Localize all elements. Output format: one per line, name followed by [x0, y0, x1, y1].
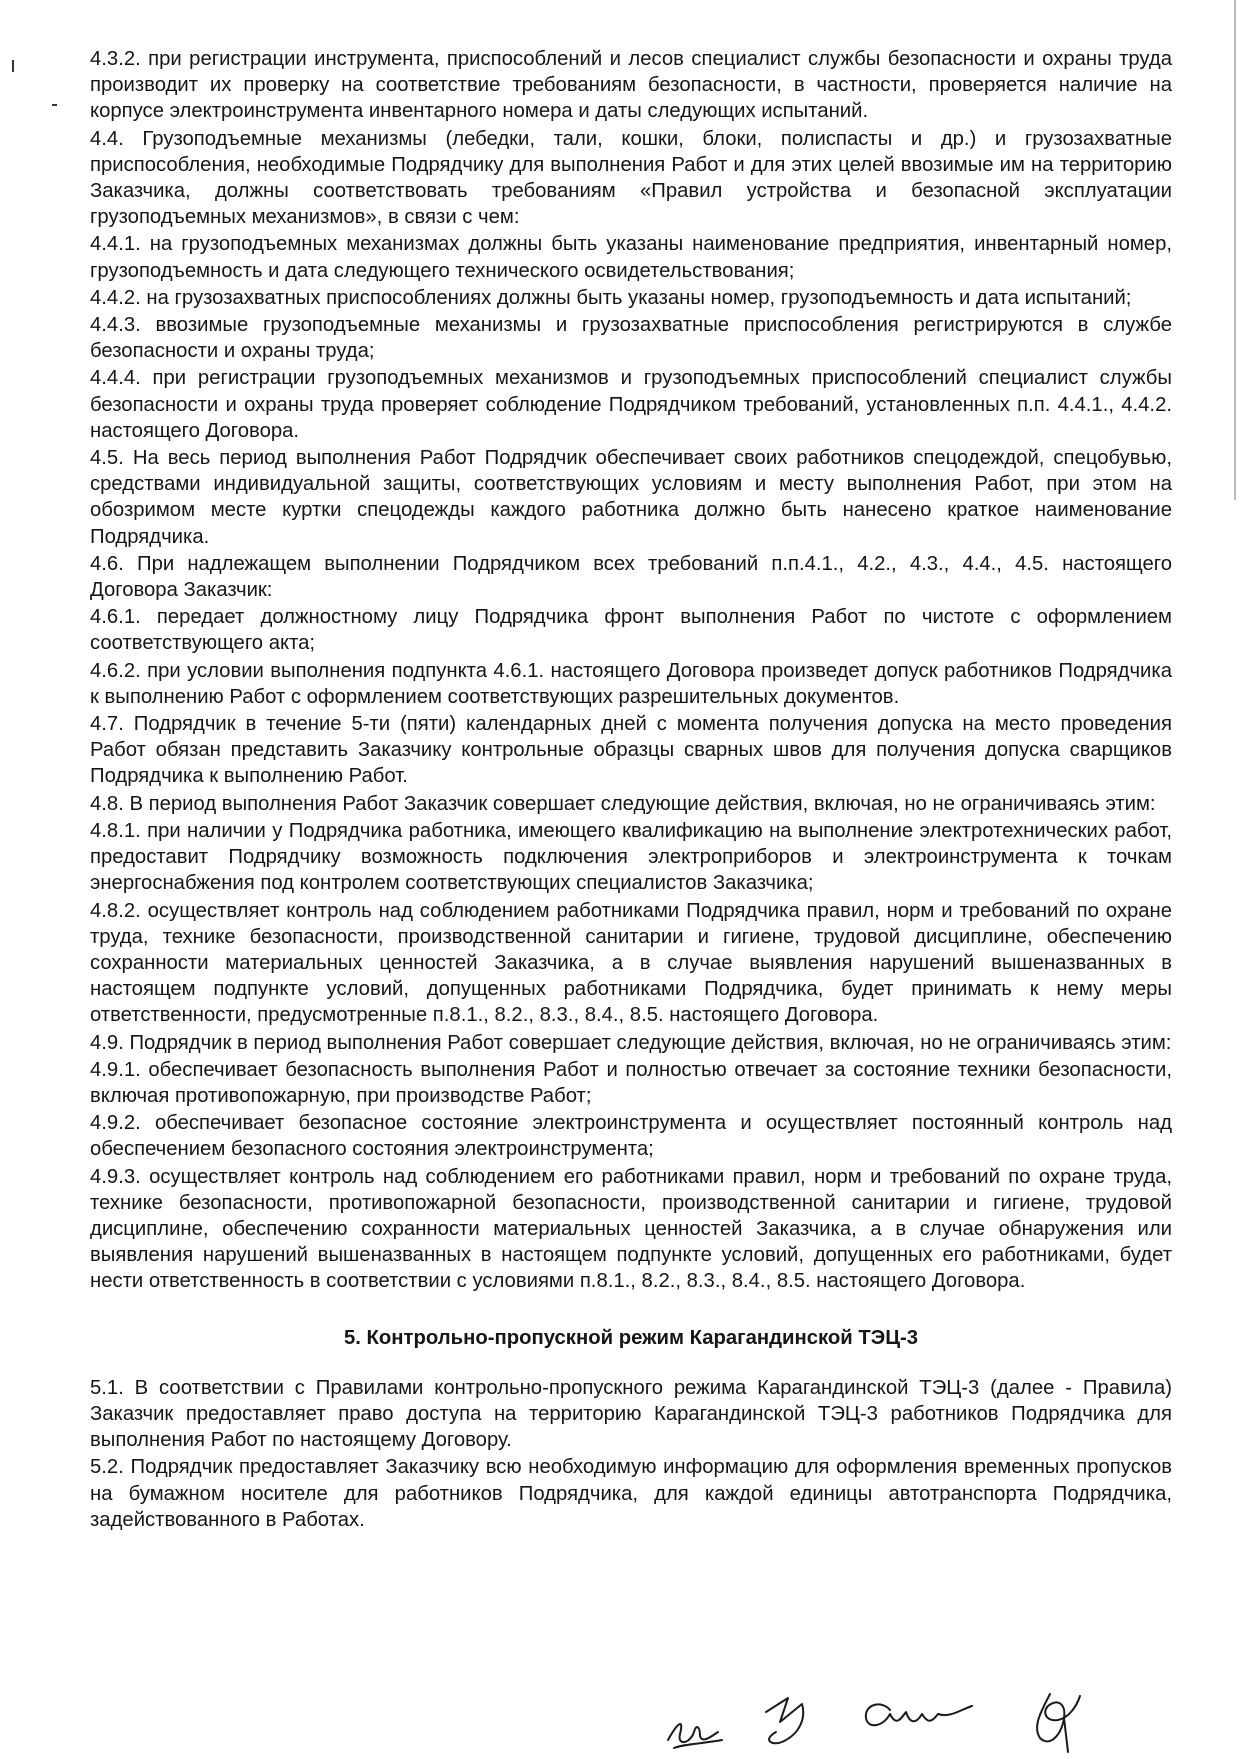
- clause-4-4-3: 4.4.3. ввозимые грузоподъемные механизмы и грузозахватные приспособления регистрируются в службе безопасности и охраны труда;: [90, 314, 1172, 363]
- clause-4-8: 4.8. В период выполнения Работ Заказчик совершает следующие действия, включая, но не ограничиваясь этим:: [90, 792, 1156, 815]
- scan-edge-line: [1234, 0, 1236, 500]
- clause-4-8-2: 4.8.2. осуществляет контроль над соблюдением работниками Подрядчика правил, норм и требований по охране труда, технике безопасности, производственной санитарии и гигиене, трудовой дисциплине, обеспечению сохранности материальных ценностей Заказчика, а в случае выявления нарушений вышеназванных в настоящем подпункте условий, допущенных работниками Подрядчика, будет принимать к нему меры ответственности, предусмотренные п.8.1., 8.2., 8.3., 8.4., 8.5. настоящего Договора.: [90, 899, 1172, 1027]
- clause-4-4: 4.4. Грузоподъемные механизмы (лебедки, тали, кошки, блоки, полиспасты и др.) и грузозахватные приспособления, необходимые Подрядчику для выполнения Работ и для этих целей ввозимые им на территорию Заказчика, должны соответствовать требованиям «Правил устройства и безопасной эксплуатации грузоподъемных механизмов», в связи с чем:: [90, 127, 1172, 229]
- clause-4-9: 4.9. Подрядчик в период выполнения Работ совершает следующие действия, включая, но не ограничиваясь этим:: [90, 1031, 1172, 1054]
- clause-4-4-4: 4.4.4. при регистрации грузоподъемных механизмов и грузоподъемных приспособлений специалист службы безопасности и охраны труда проверяет соблюдение Подрядчиком требований, установленных п.п. 4.4.1., 4.4.2. настоящего Договора.: [90, 367, 1172, 442]
- clause-4-4-1: 4.4.1. на грузоподъемных механизмах должны быть указаны наименование предприятия, инвентарный номер, грузоподъемность и дата следующего технического освидетельствования;: [90, 233, 1172, 282]
- section-5-heading: 5. Контрольно-пропускной режим Карагандинской ТЭЦ-3: [343, 1326, 919, 1349]
- clause-4-4-2: 4.4.2. на грузозахватных приспособлениях должны быть указаны номер, грузоподъемность и дата испытаний;: [90, 286, 1132, 309]
- clause-4-9-3: 4.9.3. осуществляет контроль над соблюдением его работниками правил, норм и требований по охране труда, технике безопасности, противопожарной безопасности, производственной санитарии и гигиене, трудовой дисциплине, обеспечению сохранности материальных ценностей Заказчика, а в случае обнаружения или выявления нарушений вышеназванных в настоящем подпункте условий, допущенных его работниками, будет нести ответственность в соответствии с условиями п.8.1., 8.2., 8.3., 8.4., 8.5. настоящего Договора.: [90, 1165, 1172, 1293]
- clause-4-9-1: 4.9.1. обеспечивает безопасность выполнения Работ и полностью отвечает за состояние техники безопасности, включая противопожарную, при производстве Работ;: [90, 1058, 1172, 1107]
- scan-margin-mark: [52, 104, 57, 106]
- clause-4-5: 4.5. На весь период выполнения Работ Подрядчик обеспечивает своих работников спецодеждой, спецобувью, средствами индивидуальной защиты, соответствующих условиям и месту выполнения Работ, при этом на обозримом месте куртки спецодежды каждого работника должно быть нанесено краткое наименование Подрядчика.: [90, 447, 1172, 548]
- document-page: [90, 46, 1172, 1534]
- clause-5-1: 5.1. В соответствии с Правилами контрольно-пропускного режима Карагандинской ТЭЦ-3 (далее - Правила) Заказчик предоставляет право доступа на территорию Карагандинской ТЭЦ-3 работников Подрядчика для выполнения Работ по настоящему Договору.: [90, 1376, 1172, 1452]
- clause-4-6-1: 4.6.1. передает должностному лицу Подрядчика фронт выполнения Работ по чистоте с оформлением соответствующего акта;: [90, 606, 1172, 655]
- signatures: [660, 1674, 1200, 1754]
- clause-4-7: 4.7. Подрядчик в течение 5-ти (пяти) календарных дней с момента получения допуска на место проведения Работ обязан представить Заказчику контрольные образцы сварных швов для получения допуска сварщиков Подрядчика к выполнению Работ.: [90, 713, 1172, 788]
- clause-4-6-2: 4.6.2. при условии выполнения подпункта 4.6.1. настоящего Договора произведет допуск работников Подрядчика к выполнению Работ с оформлением соответствующих разрешительных документов.: [90, 659, 1172, 708]
- clause-4-3-2: 4.3.2. при регистрации инструмента, приспособлений и лесов специалист службы безопасности и охраны труда производит их проверку на соответствие требованиям безопасности, в частности, проверяется наличие на корпусе электроинструмента инвентарного номера и даты следующих испытаний.: [90, 48, 1172, 123]
- clause-4-8-1: 4.8.1. при наличии у Подрядчика работника, имеющего квалификацию на выполнение электротехнических работ, предоставит Подрядчику возможность подключения электроприборов и электроинструмента к точкам энергоснабжения под контролем соответствующих специалистов Заказчика;: [90, 819, 1172, 895]
- clause-4-6: 4.6. При надлежащем выполнении Подрядчиком всех требований п.п.4.1., 4.2., 4.3., 4.4., 4.5. настоящего Договора Заказчик:: [90, 552, 1172, 602]
- clause-4-9-2: 4.9.2. обеспечивает безопасное состояние электроинструмента и осуществляет постоянный контроль над обеспечением безопасного состояния электроинструмента;: [90, 1112, 1172, 1161]
- signature-image: [660, 1674, 1200, 1754]
- scan-margin-mark: [12, 60, 14, 72]
- clause-5-2: 5.2. Подрядчик предоставляет Заказчику всю необходимую информацию для оформления временных пропусков на бумажном носителе для работников Подрядчика, для каждой единицы автотранспорта Подрядчика, задействованного в Работах.: [90, 1456, 1172, 1531]
